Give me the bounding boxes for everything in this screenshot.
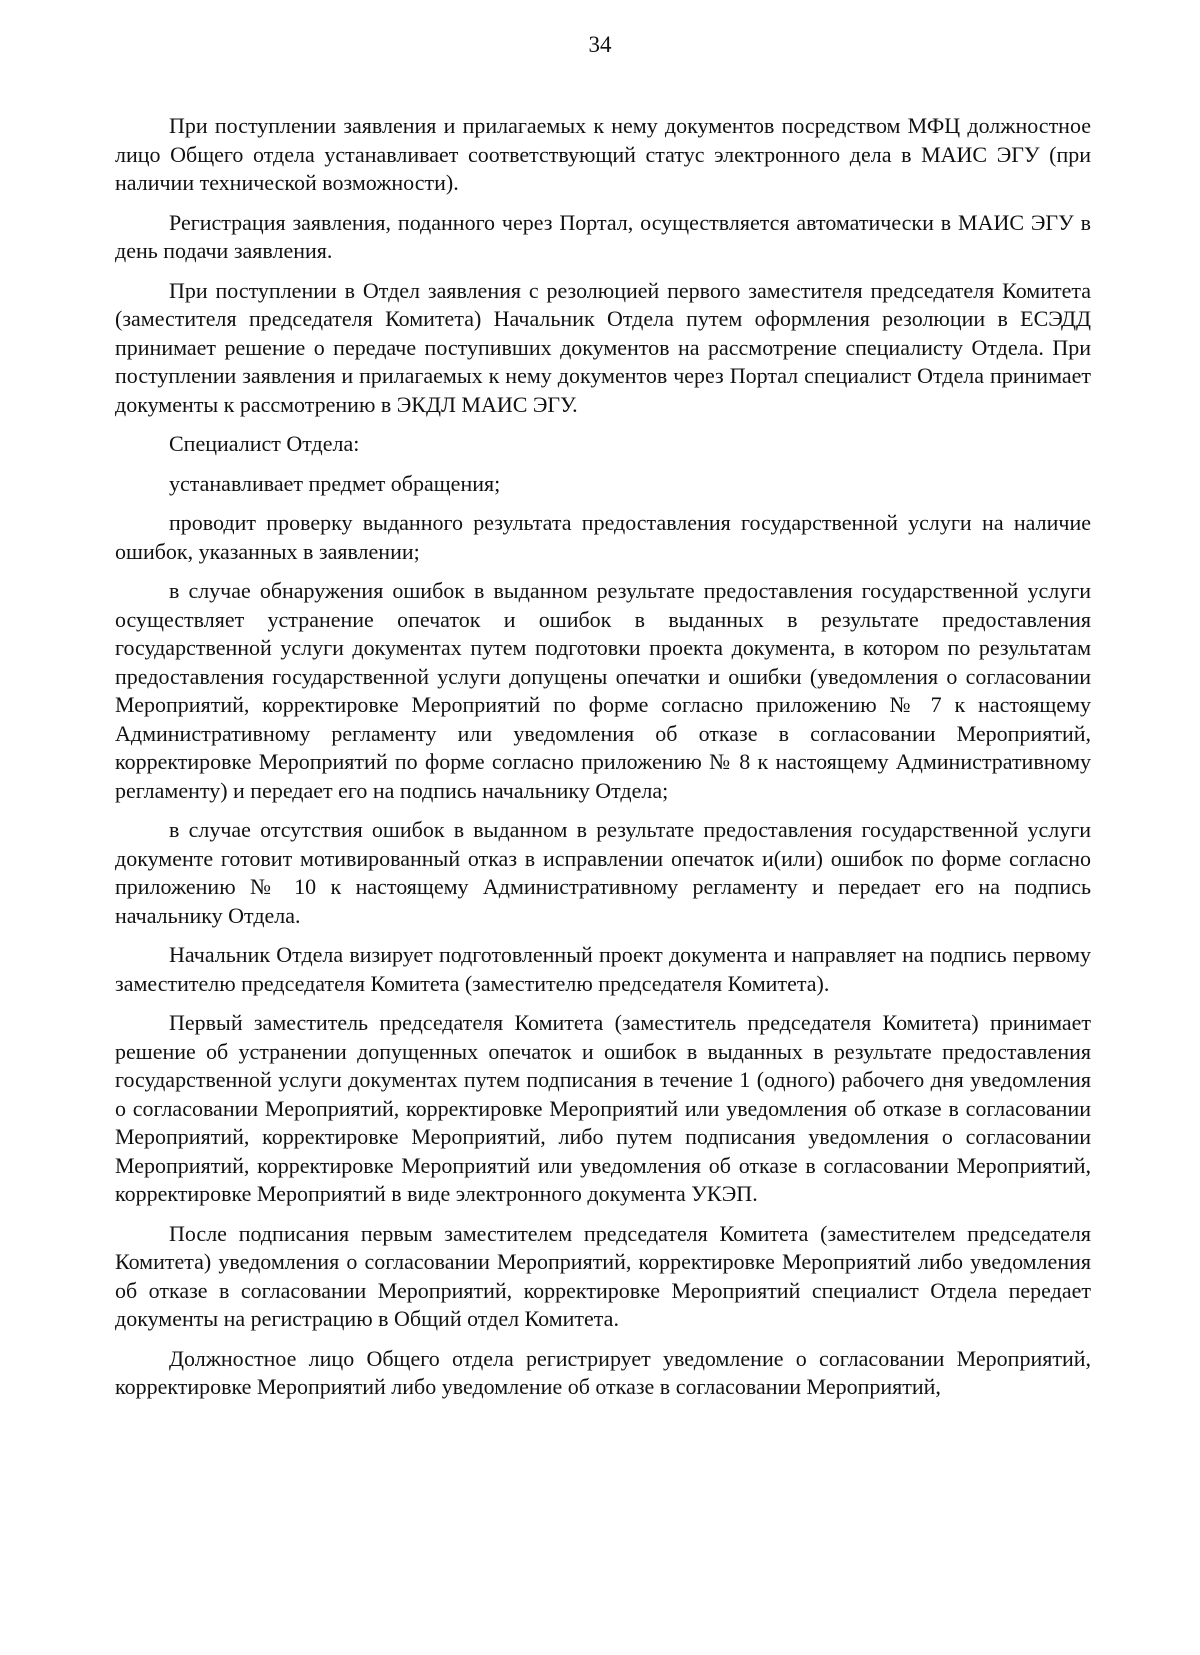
paragraph-resolution: При поступлении в Отдел заявления с резолюцией первого заместителя председателя Комитета (заместителя председателя Комитета) Начальник Отдела путем оформления резолюции в ЕСЭДД принимает решение о передаче поступивших документов на рассмотрение специалисту Отдела. При поступлении заявления и прилагаемых к нему документов через Портал специалист Отдела принимает документы к рассмотрению в ЭКДЛ МАИС ЭГУ. [115,277,1091,417]
paragraph-head-visa: Начальник Отдела визирует подготовленный проект документа и направляет на подпись первому заместителю председателя Комитета (заместителю председателя Комитета). [115,942,1091,996]
document-body [115,112,1091,1402]
paragraph-registration: Должностное лицо Общего отдела регистрирует уведомление о согласовании Мероприятий, корректировке Мероприятий либо уведомление об отказе в согласовании Мероприятий, [115,1345,1091,1399]
paragraph-subject: устанавливает предмет обращения; [169,470,501,496]
paragraph-mfc-status: При поступлении заявления и прилагаемых к нему документов посредством МФЦ должностное лицо Общего отдела устанавливает соответствующий статус электронного дела в МАИС ЭГУ (при наличии технической возможности). [115,113,1091,195]
paragraph-errors-found: в случае обнаружения ошибок в выданном результате предоставления государственной услуги осуществляет устранение опечаток и ошибок в выданных в результате предоставления государственной услуги документах путем подготовки проекта документа, в котором по результатам предоставления государственной услуги допущены опечатки и ошибки (уведомления о согласовании Мероприятий, корректировке Мероприятий по форме согласно приложению № 7 к настоящему Административному регламенту или уведомления об отказе в согласовании Мероприятий, корректировке Мероприятий по форме согласно приложению № 8 к настоящему Административному регламенту) и передает его на подпись начальнику Отдела; [115,578,1091,803]
paragraph-after-signing: После подписания первым заместителем председателя Комитета (заместителем председателя Комитета) уведомления о согласовании Мероприятий, корректировке Мероприятий либо уведомления об отказе в согласовании Мероприятий, корректировке Мероприятий специалист Отдела передает документы на регистрацию в Общий отдел Комитета. [115,1220,1091,1331]
paragraph-no-errors: в случае отсутствия ошибок в выданном в результате предоставления государственной услуги документе готовит мотивированный отказ в исправлении опечаток и(или) ошибок по форме согласно приложению № 10 к настоящему Административному регламенту и передает его на подпись начальнику Отдела. [115,817,1091,928]
paragraph-deputy-decision: Первый заместитель председателя Комитета (заместитель председателя Комитета) принимает решение об устранении допущенных опечаток и ошибок в выданных в результате предоставления государственной услуги документах путем подписания в течение 1 (одного) рабочего дня уведомления о согласовании Мероприятий, корректировке Мероприятий или уведомления об отказе в согласовании Мероприятий, корректировке Мероприятий, либо путем подписания уведомления о согласовании Мероприятий, корректировке Мероприятий или уведомления об отказе в согласовании Мероприятий, корректировке Мероприятий в виде электронного документа УКЭП. [115,1010,1091,1206]
page-number: 34 [588,32,612,57]
paragraph-portal-registration: Регистрация заявления, поданного через Портал, осуществляется автоматически в МАИС ЭГУ в день подачи заявления. [115,209,1091,263]
paragraph-specialist-heading: Специалист Отдела: [169,431,360,456]
paragraph-check: проводит проверку выданного результата предоставления государственной услуги на наличие ошибок, указанных в заявлении; [115,510,1091,564]
